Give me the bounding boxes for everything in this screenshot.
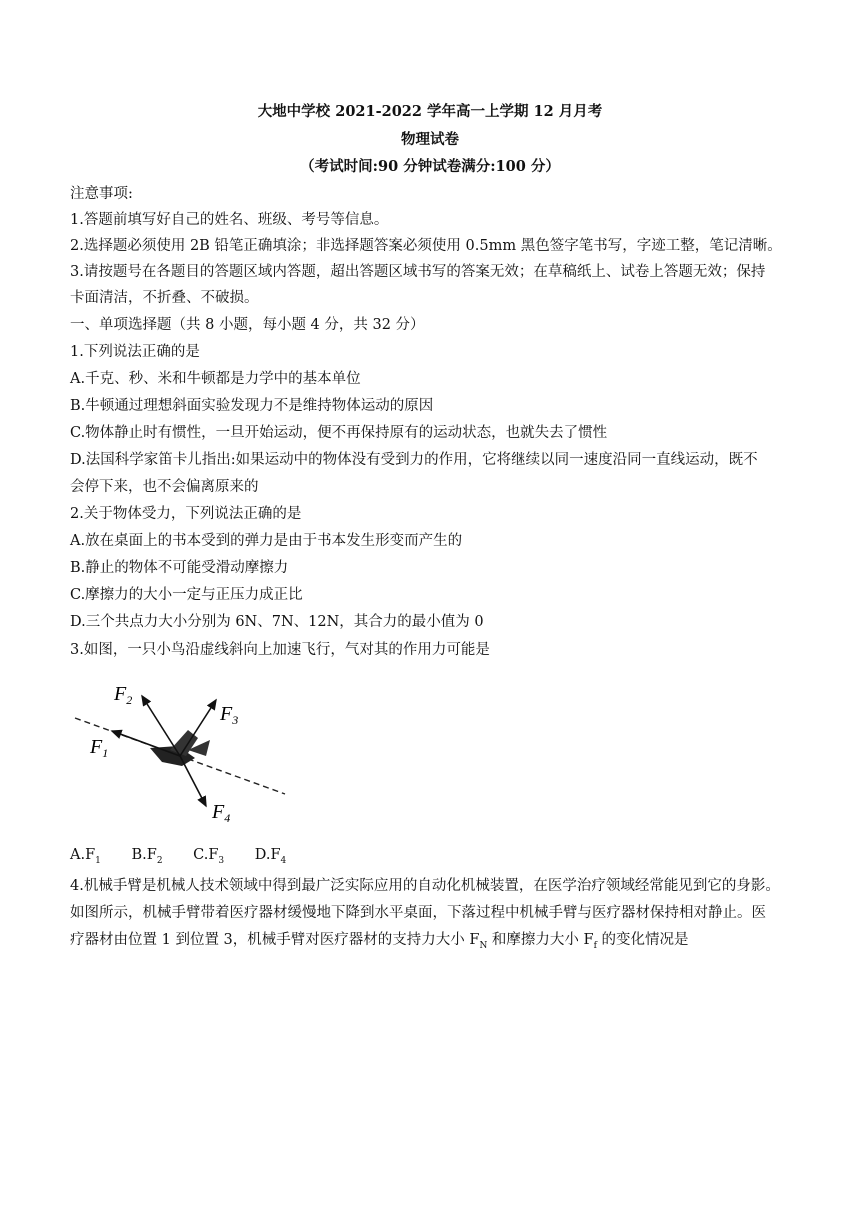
note-item-3-line1: 3.请按题号在各题目的答题区域内答题，超出答题区域书写的答案无效；在草稿纸上、试卷上答题无效；保持 <box>70 264 766 280</box>
note-item-2: 2.选择题必须使用 2B 铅笔正确填涂；非选择题答案必须使用 0.5mm 黑色签字笔书写，字迹工整，笔记清晰。 <box>70 238 782 254</box>
q2-option-a: A.放在桌面上的书本受到的弹力是由于书本发生形变而产生的 <box>70 533 463 549</box>
q3-option-c: $C.F_3$ <box>193 847 225 866</box>
q1-option-a: A.千克、秒、米和牛顿都是力学中的基本单位 <box>70 371 361 387</box>
q3-option-b: $B.F_2$ <box>131 847 163 866</box>
bird-force-diagram <box>70 668 300 838</box>
q2-option-c: C.摩擦力的大小一定与正压力成正比 <box>70 587 303 603</box>
label-f1: $F_1$ <box>90 736 109 760</box>
note-item-1: 1.答题前填写好自己的姓名、班级、考号等信息。 <box>70 212 389 228</box>
q2-option-b: B.静止的物体不可能受滑动摩擦力 <box>70 560 289 576</box>
label-f4: $F_4$ <box>212 801 231 825</box>
label-f3: $F_3$ <box>220 703 239 727</box>
q4-line3: 疗器材由位置 1 到位置 3，机械手臂对医疗器材的支持力大小 $F_N$ 和摩擦力大小 $F_f$ 的变化情况是 <box>70 932 689 951</box>
force-arrow-f2 <box>142 696 180 756</box>
q2-option-d: D.三个共点力大小分别为 6N、7N、12N，其合力的最小值为 0 <box>70 614 484 630</box>
q1-option-d-line1: D.法国科学家笛卡儿指出:如果运动中的物体没有受到力的作用，它将继续以同一速度沿同一直线运动，既不 <box>70 452 758 468</box>
q3-stem: 3.如图，一只小鸟沿虚线斜向上加速飞行，气对其的作用力可能是 <box>70 642 490 658</box>
q4-line2: 如图所示，机械手臂带着医疗器材缓慢地下降到水平桌面，下落过程中机械手臂与医疗器材保持相对静止。医 <box>70 905 766 921</box>
section-heading: 一、单项选择题（共 8 小题，每小题 4 分，共 32 分） <box>70 317 425 333</box>
exam-time-info: （考试时间:90 分钟试卷满分:100 分） <box>300 158 560 175</box>
q1-option-d-line2: 会停下来，也不会偏离原来的 <box>70 479 259 495</box>
q1-option-c: C.物体静止时有惯性，一旦开始运动，便不再保持原有的运动状态，也就失去了惯性 <box>70 425 608 441</box>
exam-title: 大地中学校 2021-2022 学年高一上学期 12 月月考 <box>257 103 603 120</box>
label-f2: $F_2$ <box>114 683 133 707</box>
q1-option-b: B.牛顿通过理想斜面实验发现力不是维持物体运动的原因 <box>70 398 434 414</box>
note-item-3-line2: 卡面清洁，不折叠、不破损。 <box>70 290 259 306</box>
q4-line1: 4.机械手臂是机械人技术领域中得到最广泛实际应用的自动化机械装置，在医学治疗领域经常能见到它的身影。 <box>70 878 780 894</box>
force-arrow-f1 <box>112 731 180 756</box>
notes-heading: 注意事项: <box>70 186 133 202</box>
q1-stem: 1.下列说法正确的是 <box>70 344 200 360</box>
q3-option-a: $A.F_1$ <box>70 847 101 866</box>
q3-options <box>70 847 312 866</box>
exam-subject: 物理试卷 <box>401 131 459 148</box>
q3-option-d: $D.F_4$ <box>254 847 287 866</box>
q2-stem: 2.关于物体受力，下列说法正确的是 <box>70 506 302 522</box>
